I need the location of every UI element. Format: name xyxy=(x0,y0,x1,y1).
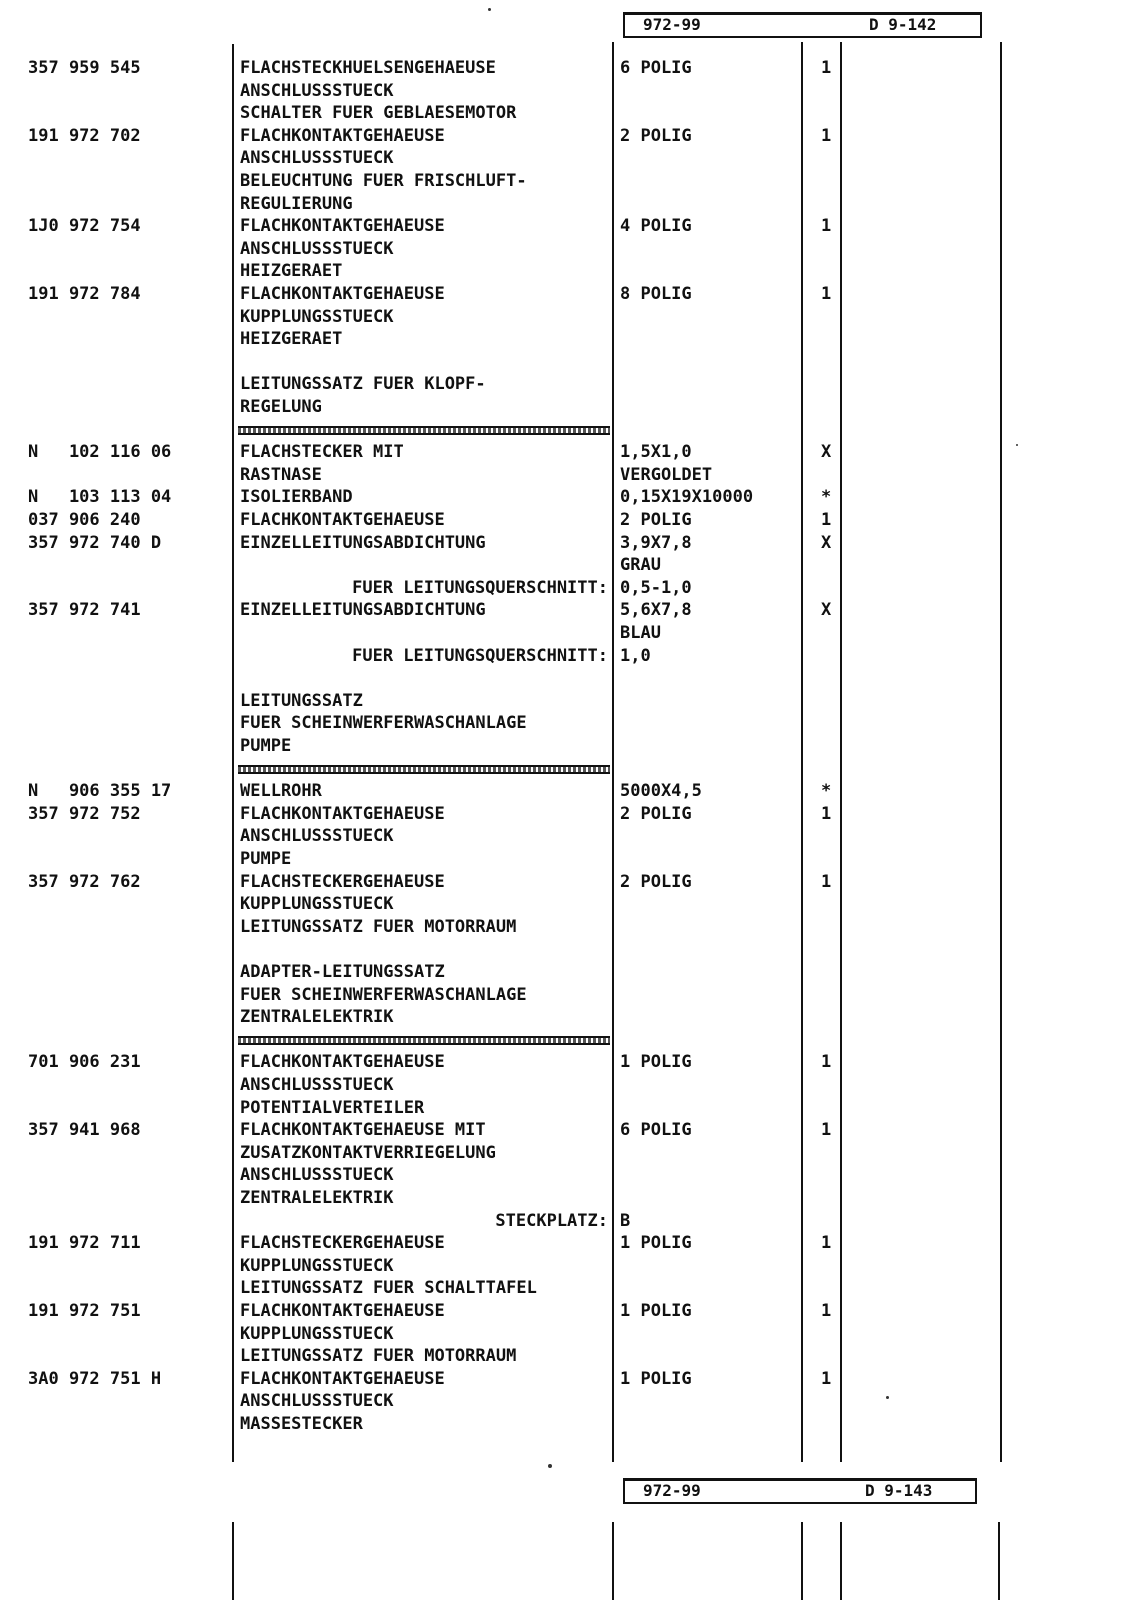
part-description: MASSESTECKER xyxy=(240,1414,363,1434)
part-description: PUMPE xyxy=(240,736,292,756)
part-description: LEITUNGSSATZ FUER MOTORRAUM xyxy=(240,916,517,937)
part-description-note: FUER LEITUNGSQUERSCHNITT: xyxy=(352,577,608,598)
section-separator xyxy=(238,1036,610,1045)
part-number: 357 972 752 xyxy=(28,803,141,824)
part-description: ANSCHLUSSSTUECK xyxy=(240,826,394,847)
part-spec: 5,6X7,8 xyxy=(620,600,692,621)
part-quantity: X xyxy=(821,532,832,553)
part-description: PUMPE xyxy=(240,849,292,869)
part-spec: GRAU xyxy=(620,555,661,576)
scan-speck xyxy=(548,1464,552,1468)
part-number: 357 972 762 xyxy=(28,871,141,892)
part-quantity: 1 xyxy=(821,216,832,237)
part-spec: 6 POLIG xyxy=(620,58,692,78)
part-description: EINZELLEITUNGSABDICHTUNG xyxy=(240,532,486,553)
part-spec: 0,5-1,0 xyxy=(620,577,692,598)
part-description: LEITUNGSSATZ xyxy=(240,690,363,711)
part-number: 357 972 740 D xyxy=(28,532,162,553)
part-description: ZENTRALELEKTRIK xyxy=(240,1188,394,1208)
part-quantity: * xyxy=(821,781,832,802)
part-number: 191 972 751 xyxy=(28,1301,141,1321)
part-spec: 2 POLIG xyxy=(620,803,692,824)
part-number: 357 972 741 xyxy=(28,600,141,621)
part-spec: 3,9X7,8 xyxy=(620,532,692,553)
part-spec: B xyxy=(620,1210,631,1231)
part-number: N 102 116 06 xyxy=(28,442,172,463)
part-quantity: 1 xyxy=(821,1233,832,1254)
part-quantity: 1 xyxy=(821,1120,832,1141)
part-description: SCHALTER FUER GEBLAESEMOTOR xyxy=(240,103,517,124)
part-description: FLACHSTECKERGEHAEUSE xyxy=(240,871,445,892)
part-quantity: X xyxy=(821,600,832,621)
part-description: ANSCHLUSSSTUECK xyxy=(240,238,394,259)
part-description: POTENTIALVERTEILER xyxy=(240,1097,425,1118)
part-number: 3A0 972 751 H xyxy=(28,1368,162,1389)
part-quantity: 1 xyxy=(821,1301,832,1321)
part-spec: 5000X4,5 xyxy=(620,781,702,802)
part-description: KUPPLUNGSSTUECK xyxy=(240,1323,394,1344)
section-separator xyxy=(238,765,610,774)
part-description: FLACHSTECKERGEHAEUSE xyxy=(240,1233,445,1254)
part-number: 191 972 711 xyxy=(28,1233,141,1254)
part-quantity: 1 xyxy=(821,803,832,824)
part-spec: 6 POLIG xyxy=(620,1120,692,1141)
part-description: FLACHSTECKER MIT xyxy=(240,442,404,463)
part-quantity: 1 xyxy=(821,125,832,146)
part-description: ADAPTER-LEITUNGSSATZ xyxy=(240,962,445,982)
part-description: HEIZGERAET xyxy=(240,261,343,282)
part-description: WELLROHR xyxy=(240,781,322,802)
part-number: N 906 355 17 xyxy=(28,781,172,802)
column-rule-remarks xyxy=(1000,42,1002,1462)
column-rule-desc-next xyxy=(232,1522,234,1600)
part-spec: 1 POLIG xyxy=(620,1368,692,1389)
part-spec: 0,15X19X10000 xyxy=(620,487,754,508)
part-description: ZUSATZKONTAKTVERRIEGELUNG xyxy=(240,1142,496,1163)
part-spec: 2 POLIG xyxy=(620,871,692,892)
part-description: FLACHKONTAKTGEHAEUSE xyxy=(240,125,445,146)
part-description-note: STECKPLATZ: xyxy=(495,1210,608,1231)
part-spec: 2 POLIG xyxy=(620,125,692,146)
part-number: 1J0 972 754 xyxy=(28,216,141,237)
part-description: ANSCHLUSSSTUECK xyxy=(240,80,394,101)
part-description: HEIZGERAET xyxy=(240,329,343,350)
part-description: FLACHKONTAKTGEHAEUSE xyxy=(240,510,445,530)
part-spec: 1,5X1,0 xyxy=(620,442,692,463)
page-number: D 9-142 xyxy=(869,15,937,34)
scan-speck xyxy=(1016,444,1018,446)
part-description: LEITUNGSSATZ FUER MOTORRAUM xyxy=(240,1346,517,1367)
column-rule-qty-right xyxy=(840,42,842,1462)
group-number: 972-99 xyxy=(643,15,701,34)
part-number: 191 972 702 xyxy=(28,125,141,146)
part-description: ZENTRALELEKTRIK xyxy=(240,1007,394,1028)
part-description: FLACHKONTAKTGEHAEUSE xyxy=(240,803,445,824)
section-separator xyxy=(238,426,610,435)
page-header-top xyxy=(623,12,982,38)
column-rule-qty-left xyxy=(801,42,803,1462)
column-rule-desc xyxy=(232,44,234,1462)
part-description: ANSCHLUSSSTUECK xyxy=(240,148,394,169)
part-number: N 103 113 04 xyxy=(28,487,172,508)
scan-speck xyxy=(488,8,491,11)
column-rule-spec xyxy=(612,42,614,1462)
part-description: FLACHKONTAKTGEHAEUSE xyxy=(240,1301,445,1321)
part-description: REGELUNG xyxy=(240,397,322,417)
part-description: ANSCHLUSSSTUECK xyxy=(240,1165,394,1186)
part-quantity: * xyxy=(821,487,832,508)
part-description: REGULIERUNG xyxy=(240,193,353,214)
part-spec: 1,0 xyxy=(620,645,651,666)
part-number: 191 972 784 xyxy=(28,284,141,304)
part-description: LEITUNGSSATZ FUER SCHALTTAFEL xyxy=(240,1278,537,1299)
column-rule-qty-left-next xyxy=(801,1522,803,1600)
part-description: KUPPLUNGSSTUECK xyxy=(240,1255,394,1276)
part-spec: BLAU xyxy=(620,623,661,643)
part-quantity: X xyxy=(821,442,832,463)
column-rule-qty-right-next xyxy=(840,1522,842,1600)
part-description: FUER SCHEINWERFERWASCHANLAGE xyxy=(240,713,527,734)
page-number: D 9-143 xyxy=(865,1481,933,1500)
part-description: FLACHKONTAKTGEHAEUSE xyxy=(240,284,445,304)
part-number: 037 906 240 xyxy=(28,510,141,530)
part-description: KUPPLUNGSSTUECK xyxy=(240,894,394,915)
part-description: BELEUCHTUNG FUER FRISCHLUFT- xyxy=(240,171,527,191)
part-quantity: 1 xyxy=(821,284,832,304)
part-quantity: 1 xyxy=(821,871,832,892)
part-spec: 2 POLIG xyxy=(620,510,692,530)
part-number: 357 941 968 xyxy=(28,1120,141,1141)
part-quantity: 1 xyxy=(821,58,832,78)
scan-speck xyxy=(886,1396,889,1399)
part-spec: 1 POLIG xyxy=(620,1233,692,1254)
part-description: FLACHKONTAKTGEHAEUSE xyxy=(240,1052,445,1073)
group-number: 972-99 xyxy=(643,1481,701,1500)
part-description: KUPPLUNGSSTUECK xyxy=(240,306,394,327)
part-description: FLACHSTECKHUELSENGEHAEUSE xyxy=(240,58,496,78)
part-description: RASTNASE xyxy=(240,464,322,485)
part-spec: 8 POLIG xyxy=(620,284,692,304)
column-rule-spec-next xyxy=(612,1522,614,1600)
part-description: FLACHKONTAKTGEHAEUSE xyxy=(240,216,445,237)
part-number: 357 959 545 xyxy=(28,58,141,78)
part-description: ANSCHLUSSSTUECK xyxy=(240,1075,394,1095)
part-description: FUER SCHEINWERFERWASCHANLAGE xyxy=(240,984,527,1005)
part-quantity: 1 xyxy=(821,510,832,530)
part-description-note: FUER LEITUNGSQUERSCHNITT: xyxy=(352,645,608,666)
part-spec: 1 POLIG xyxy=(620,1301,692,1321)
part-description: ISOLIERBAND xyxy=(240,487,353,508)
part-spec: 1 POLIG xyxy=(620,1052,692,1073)
part-description: EINZELLEITUNGSABDICHTUNG xyxy=(240,600,486,621)
part-spec: 4 POLIG xyxy=(620,216,692,237)
page-header-bottom xyxy=(623,1478,977,1504)
column-rule-remarks-next xyxy=(998,1522,1000,1600)
part-description: LEITUNGSSATZ FUER KLOPF- xyxy=(240,374,486,395)
part-spec: VERGOLDET xyxy=(620,464,713,485)
part-description: ANSCHLUSSSTUECK xyxy=(240,1391,394,1412)
part-number: 701 906 231 xyxy=(28,1052,141,1073)
part-description: FLACHKONTAKTGEHAEUSE xyxy=(240,1368,445,1389)
part-quantity: 1 xyxy=(821,1052,832,1073)
part-quantity: 1 xyxy=(821,1368,832,1389)
part-description: FLACHKONTAKTGEHAEUSE MIT xyxy=(240,1120,486,1141)
